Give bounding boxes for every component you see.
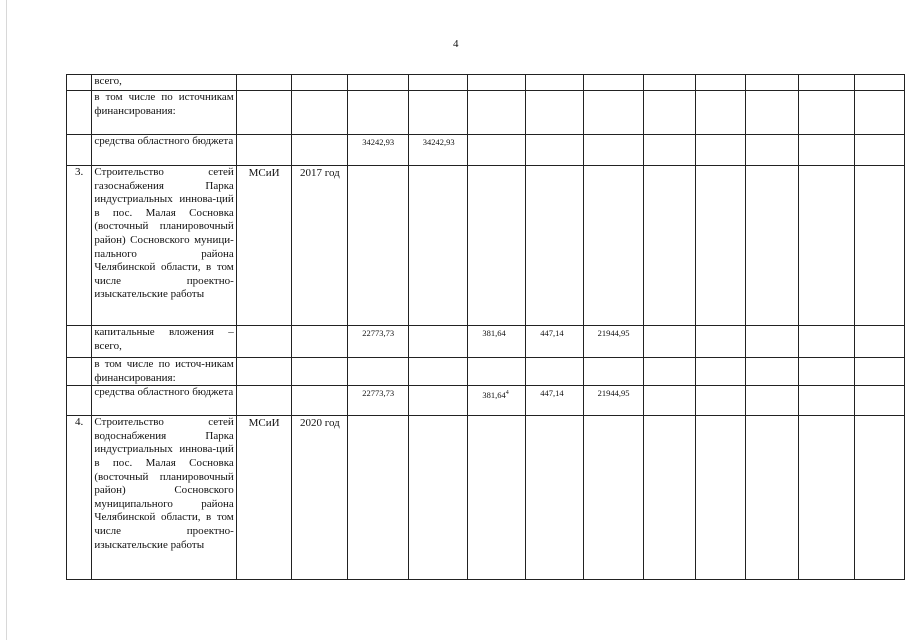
row-name-cell — [92, 416, 236, 580]
value-cell — [526, 75, 583, 91]
year-cell — [292, 166, 348, 326]
value-cell — [468, 358, 526, 386]
budget-table — [66, 74, 905, 580]
value-cell — [526, 135, 583, 166]
value-cell — [696, 358, 746, 386]
row-name-cell — [92, 386, 236, 416]
value-cell — [408, 75, 468, 91]
value-cell — [746, 358, 799, 386]
value-cell — [468, 386, 526, 416]
value-cell — [746, 166, 799, 326]
row-name-cell — [92, 358, 236, 386]
value-cell — [583, 416, 643, 580]
value-cell — [583, 91, 643, 135]
value-cell — [696, 166, 746, 326]
row-number-cell — [67, 91, 92, 135]
row-name-cell — [92, 75, 236, 91]
value-cell — [799, 135, 855, 166]
row-name-cell-text: Строительство сетей водоснабжения Парка индустриальных иннова-ций в пос. Малая Сосновка (восточный планировочный район) Сосновского муниципального района Челябинской области, в том числе проектно-изыскательские работы — [94, 416, 234, 551]
row-name-cell-text: в том числе по источникам финансирования: — [94, 91, 234, 117]
value-cell-text: 22773,73 — [362, 328, 395, 338]
value-cell — [468, 91, 526, 135]
value-cell — [855, 326, 905, 358]
value-cell — [408, 416, 468, 580]
executor-cell — [236, 75, 292, 91]
value-cell — [799, 416, 855, 580]
executor-cell — [236, 386, 292, 416]
value-cell — [583, 135, 643, 166]
value-cell — [526, 326, 583, 358]
value-cell — [696, 135, 746, 166]
executor-cell — [236, 358, 292, 386]
row-name-cell-text: всего, — [94, 75, 122, 87]
row-name-cell-text: Строительство сетей газоснабжения Парка индустриальных иннова-ций в пос. Малая Сосновка (восточный планировочный район) Сосновского муници-пального района Челябинской области, в том числе проектно-изыскательские работы — [94, 166, 234, 301]
table-row — [67, 326, 905, 358]
row-number-cell — [67, 75, 92, 91]
table-row — [67, 91, 905, 135]
value-cell — [696, 416, 746, 580]
value-cell — [526, 91, 583, 135]
table-row — [67, 386, 905, 416]
scan-edge-line — [6, 0, 7, 640]
value-cell — [855, 358, 905, 386]
value-cell — [799, 166, 855, 326]
row-number-cell-text: 4. — [75, 416, 84, 429]
executor-cell — [236, 91, 292, 135]
value-cell — [855, 386, 905, 416]
year-cell — [292, 416, 348, 580]
row-number-cell — [67, 358, 92, 386]
value-cell — [526, 166, 583, 326]
table-row — [67, 358, 905, 386]
table-row — [67, 135, 905, 166]
footnote-mark: 4 — [505, 390, 509, 397]
value-cell — [799, 91, 855, 135]
value-cell — [348, 91, 408, 135]
row-number-cell — [67, 166, 92, 326]
value-cell — [696, 326, 746, 358]
value-cell — [348, 326, 408, 358]
value-cell — [746, 386, 799, 416]
row-name-cell — [92, 166, 236, 326]
value-cell — [746, 326, 799, 358]
executor-cell — [236, 326, 292, 358]
value-cell — [583, 166, 643, 326]
value-cell — [644, 358, 696, 386]
value-cell — [583, 326, 643, 358]
value-cell-text: 22773,73 — [362, 388, 395, 399]
value-cell — [348, 416, 408, 580]
value-cell — [696, 91, 746, 135]
year-cell — [292, 91, 348, 135]
row-number-cell — [67, 326, 92, 358]
executor-cell-text: МСиИ — [248, 417, 280, 430]
year-cell — [292, 326, 348, 358]
page-number: 4 — [453, 38, 459, 50]
executor-cell-text: МСиИ — [248, 167, 280, 179]
value-cell — [644, 166, 696, 326]
value-cell — [644, 75, 696, 91]
row-number-cell — [67, 386, 92, 416]
value-cell — [799, 326, 855, 358]
value-cell-text: 447,14 — [540, 328, 564, 338]
year-cell — [292, 135, 348, 166]
value-cell — [696, 386, 746, 416]
row-name-cell — [92, 91, 236, 135]
row-number-cell-text: 3. — [75, 166, 84, 178]
value-cell — [348, 166, 408, 326]
row-name-cell-text: средства областного бюджета — [94, 386, 234, 399]
value-cell — [644, 91, 696, 135]
value-cell-text: 34242,93 — [422, 137, 455, 147]
value-cell-text: 21944,95 — [597, 388, 630, 399]
value-cell — [855, 91, 905, 135]
executor-cell — [236, 135, 292, 166]
row-name-cell-text: средства областного бюджета — [94, 135, 234, 147]
value-cell — [526, 358, 583, 386]
year-cell-text: 2020 год — [299, 417, 340, 430]
value-cell — [746, 416, 799, 580]
value-cell — [583, 386, 643, 416]
value-cell — [746, 75, 799, 91]
value-cell — [644, 386, 696, 416]
value-cell — [855, 135, 905, 166]
value-cell — [526, 416, 583, 580]
table-row — [67, 416, 905, 580]
value-cell — [468, 416, 526, 580]
value-cell — [799, 75, 855, 91]
table-row — [67, 166, 905, 326]
value-cell — [746, 91, 799, 135]
value-cell — [526, 386, 583, 416]
value-cell — [468, 135, 526, 166]
year-cell — [292, 75, 348, 91]
value-cell — [348, 75, 408, 91]
value-cell — [408, 91, 468, 135]
value-cell-text: 381,64 — [482, 328, 506, 338]
value-cell — [408, 166, 468, 326]
value-cell — [468, 326, 526, 358]
value-cell-text: 381,64 — [482, 390, 506, 401]
value-cell — [583, 75, 643, 91]
value-cell-text: 34242,93 — [362, 137, 395, 147]
value-cell — [408, 386, 468, 416]
value-cell — [408, 358, 468, 386]
value-cell — [644, 326, 696, 358]
value-cell — [408, 135, 468, 166]
row-name-cell-text: в том числе по источ-никам финансирования: — [94, 358, 234, 384]
value-cell — [644, 416, 696, 580]
value-cell — [696, 75, 746, 91]
value-cell — [583, 358, 643, 386]
executor-cell — [236, 416, 292, 580]
value-cell — [468, 166, 526, 326]
table-row — [67, 75, 905, 91]
row-number-cell — [67, 416, 92, 580]
value-cell — [468, 75, 526, 91]
value-cell — [799, 358, 855, 386]
value-cell-text: 21944,95 — [597, 328, 630, 338]
value-cell — [855, 166, 905, 326]
value-cell — [855, 75, 905, 91]
value-cell — [746, 135, 799, 166]
row-name-cell — [92, 135, 236, 166]
value-cell — [644, 135, 696, 166]
value-cell — [348, 358, 408, 386]
value-cell — [855, 416, 905, 580]
row-name-cell-text: капитальные вложения – всего, — [94, 326, 234, 352]
year-cell — [292, 386, 348, 416]
row-name-cell — [92, 326, 236, 358]
value-cell-text: 447,14 — [540, 388, 564, 399]
value-cell — [348, 135, 408, 166]
value-cell — [348, 386, 408, 416]
row-number-cell — [67, 135, 92, 166]
executor-cell — [236, 166, 292, 326]
year-cell-text: 2017 год — [299, 167, 340, 179]
year-cell — [292, 358, 348, 386]
value-cell — [408, 326, 468, 358]
value-cell — [799, 386, 855, 416]
